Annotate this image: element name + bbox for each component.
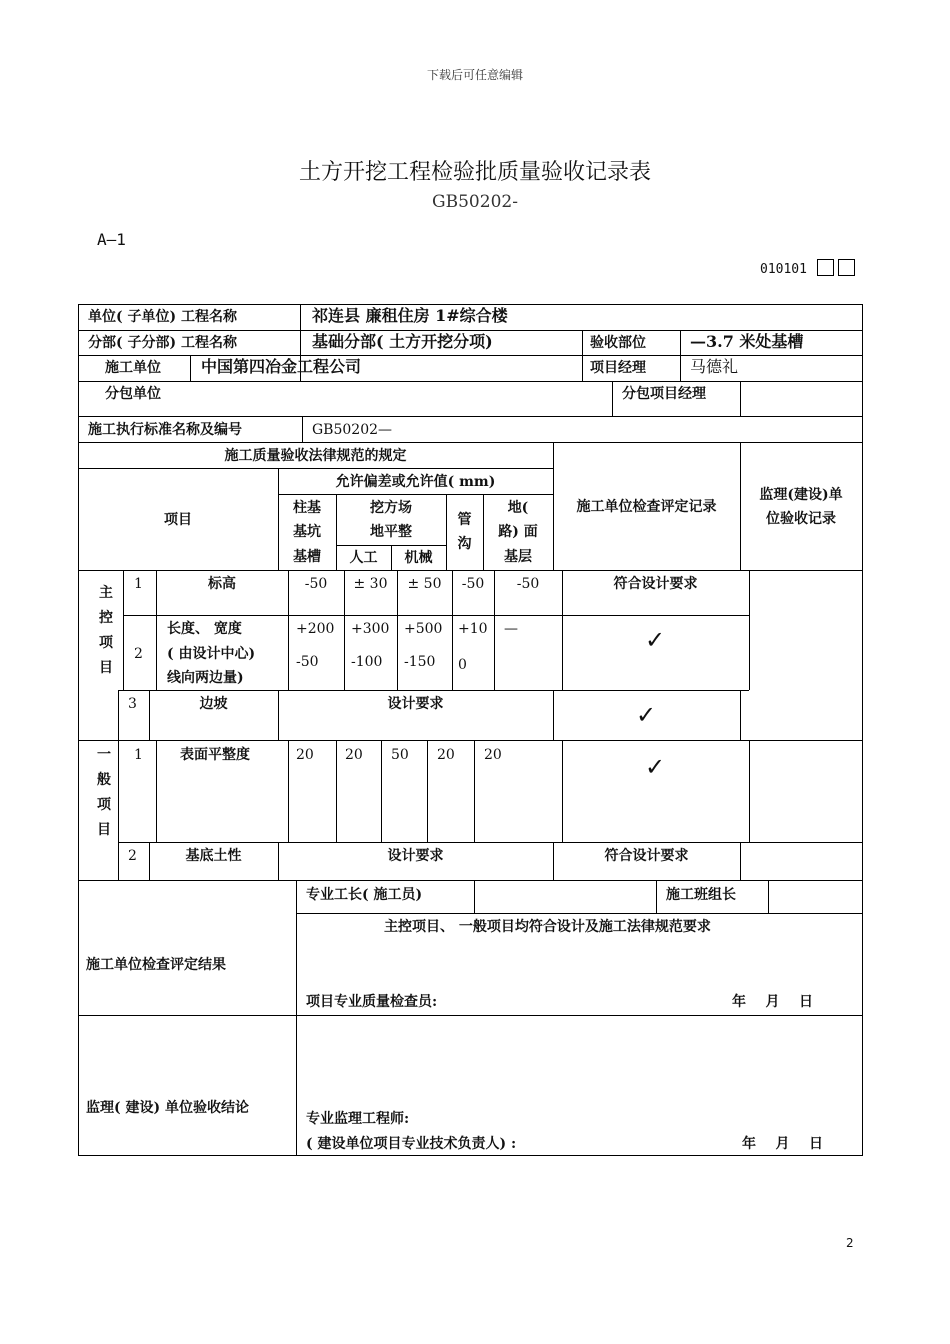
subcontractor-label: 分包单位 bbox=[105, 386, 161, 402]
main-group-3: 项 bbox=[99, 635, 113, 651]
col2-line1: 挖方场 bbox=[370, 500, 412, 516]
date-2: 年 月 日 bbox=[742, 1136, 823, 1152]
general2-name: 基底土性 bbox=[185, 848, 242, 864]
row2-v5: — bbox=[504, 621, 518, 637]
row1-result: 符合设计要求 bbox=[613, 576, 698, 592]
contractor-value: 中国第四冶金工程公司 bbox=[201, 357, 362, 376]
date-1: 年 月 日 bbox=[732, 994, 813, 1010]
general1-v5: 20 bbox=[484, 747, 502, 763]
main-group-1: 主 bbox=[99, 585, 113, 601]
main-group-4: 目 bbox=[99, 660, 113, 676]
row3-no: 3 bbox=[128, 696, 137, 712]
general1-check-icon: ✓ bbox=[645, 753, 666, 781]
inspector-label: 项目专业质量检查员: bbox=[306, 994, 438, 1010]
col1-line3: 基槽 bbox=[293, 549, 321, 565]
row1-v4: -50 bbox=[461, 576, 485, 592]
row2-v2-b: -100 bbox=[351, 654, 383, 670]
page-number: 2 bbox=[846, 1236, 854, 1250]
acceptance-part-label: 验收部位 bbox=[590, 335, 646, 351]
col1-line1: 柱基 bbox=[293, 500, 321, 516]
row2-name-1: 长度、 宽度 bbox=[167, 621, 242, 637]
row2-v3-a: +500 bbox=[404, 621, 443, 637]
row1-no: 1 bbox=[134, 576, 143, 592]
acceptance-part-value: —3.7 米处基槽 bbox=[690, 332, 804, 351]
main-group-2: 控 bbox=[99, 610, 113, 626]
unit-label: 单位( 子单位) 工程名称 bbox=[88, 309, 237, 325]
col1-line2: 基坑 bbox=[293, 524, 321, 540]
col4-line2: 路) 面 bbox=[498, 524, 538, 540]
col2a-header: 人工 bbox=[349, 550, 378, 566]
col4-line3: 基层 bbox=[504, 549, 532, 565]
division-value: 基础分部( 土方开挖分项) bbox=[312, 332, 493, 351]
col3-line2: 沟 bbox=[457, 536, 472, 552]
division-label: 分部( 子分部) 工程名称 bbox=[88, 335, 237, 351]
allowance-header: 允许偏差或允许值( mm) bbox=[335, 474, 496, 490]
general2-spec: 设计要求 bbox=[387, 848, 444, 864]
engineer-label: 专业监理工程师: bbox=[306, 1111, 410, 1127]
document-title: 土方开挖工程检验批质量验收记录表 bbox=[298, 160, 651, 185]
general-group-2: 般 bbox=[97, 772, 111, 788]
contractor-label: 施工单位 bbox=[105, 360, 161, 376]
header-note: 下载后可任意编辑 bbox=[426, 68, 523, 82]
form-number: A—1 bbox=[97, 230, 126, 249]
row3-check-icon: ✓ bbox=[636, 701, 657, 729]
owner-rep-label: ( 建设单位项目专业技术负责人) : bbox=[306, 1136, 517, 1152]
general1-no: 1 bbox=[134, 747, 143, 763]
general-group-3: 项 bbox=[97, 797, 111, 813]
general1-v1: 20 bbox=[296, 747, 314, 763]
supervision-header-2: 位验收记录 bbox=[766, 511, 836, 527]
supervision-header-1: 监理(建设)单 bbox=[759, 487, 843, 503]
supervision-conclusion-label: 监理( 建设) 单位验收结论 bbox=[86, 1100, 249, 1116]
document-standard: GB50202- bbox=[432, 192, 518, 212]
general2-result: 符合设计要求 bbox=[604, 848, 689, 864]
col3-line1: 管 bbox=[457, 512, 472, 528]
general2-no: 2 bbox=[128, 848, 137, 864]
general-group-4: 目 bbox=[97, 822, 111, 838]
row2-v4-a: +10 bbox=[458, 621, 488, 637]
standard-label: 施工执行标准名称及编号 bbox=[88, 422, 242, 438]
row2-v2-a: +300 bbox=[351, 621, 390, 637]
general1-v3: 50 bbox=[391, 747, 409, 763]
general1-v4: 20 bbox=[437, 747, 455, 763]
row2-name-2: ( 由设计中心) bbox=[167, 646, 256, 662]
pm-label: 项目经理 bbox=[590, 360, 646, 376]
row1-v2: ± 30 bbox=[353, 576, 388, 592]
row1-v5: -50 bbox=[516, 576, 540, 592]
foreman-label: 专业工长( 施工员) bbox=[306, 887, 423, 903]
general-group-1: 一 bbox=[97, 747, 111, 763]
row2-v1-b: -50 bbox=[296, 654, 319, 670]
contractor-result-label: 施工单位检查评定结果 bbox=[86, 957, 226, 973]
row2-no: 2 bbox=[134, 646, 143, 662]
row1-name: 标高 bbox=[208, 576, 236, 592]
pm-value: 马德礼 bbox=[690, 357, 739, 376]
col4-line1: 地( bbox=[507, 500, 529, 516]
check-record-header: 施工单位检查评定记录 bbox=[576, 499, 717, 515]
row2-name-3: 线向两边量) bbox=[167, 670, 244, 686]
team-leader-label: 施工班组长 bbox=[666, 887, 736, 903]
row1-v3: ± 50 bbox=[407, 576, 442, 592]
row2-v3-b: -150 bbox=[404, 654, 436, 670]
general1-name: 表面平整度 bbox=[180, 747, 250, 763]
standard-value: GB50202— bbox=[312, 422, 393, 438]
item-header: 项目 bbox=[164, 512, 192, 528]
sub-pm-label: 分包项目经理 bbox=[622, 386, 706, 402]
contractor-result-text: 主控项目、 一般项目均符合设计及施工法律规范要求 bbox=[384, 919, 711, 935]
row2-check-icon: ✓ bbox=[645, 626, 666, 654]
col2b-header: 机械 bbox=[404, 550, 433, 566]
unit-value: 祁连县 廉租住房 1#综合楼 bbox=[312, 306, 508, 325]
record-code: 010101 bbox=[760, 262, 807, 277]
row2-v4-b: 0 bbox=[458, 657, 467, 673]
row2-v1-a: +200 bbox=[296, 621, 335, 637]
col2-line2: 地平整 bbox=[370, 524, 412, 540]
row1-v1: -50 bbox=[304, 576, 328, 592]
row3-name: 边坡 bbox=[199, 696, 228, 712]
spec-header: 施工质量验收法律规范的规定 bbox=[224, 448, 407, 464]
general1-v2: 20 bbox=[345, 747, 363, 763]
row3-spec: 设计要求 bbox=[387, 696, 444, 712]
